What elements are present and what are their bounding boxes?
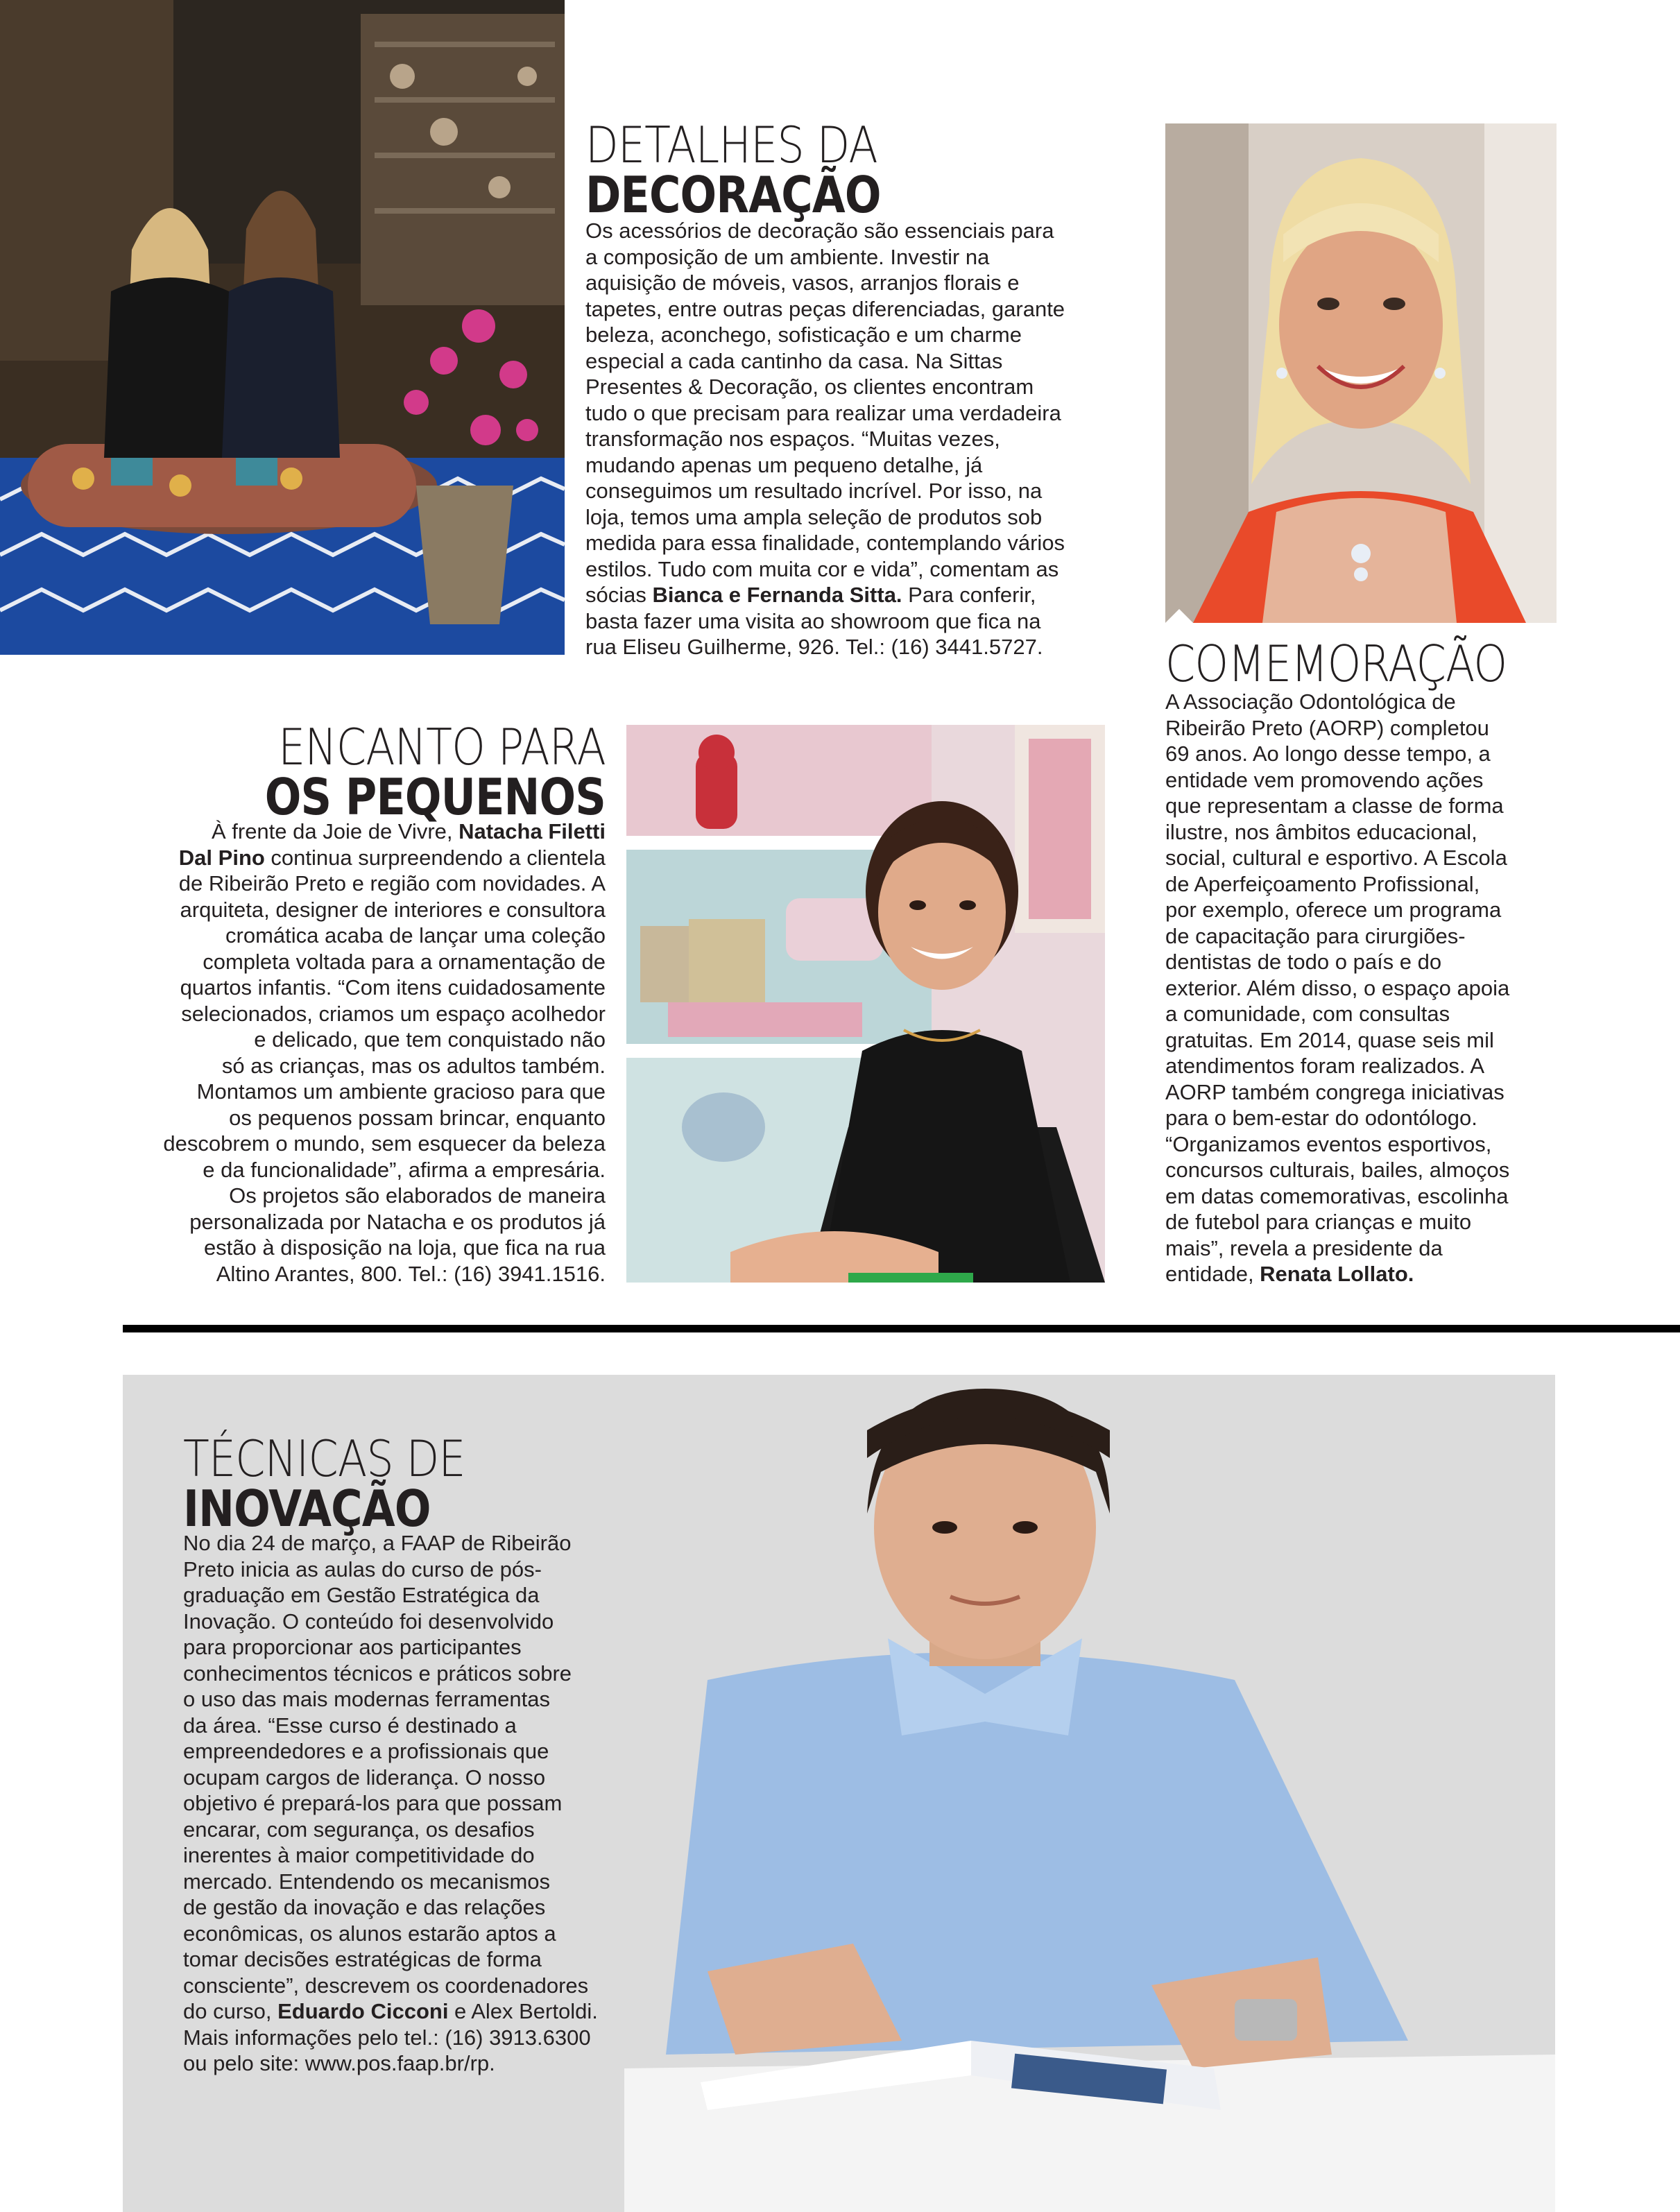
pequenos-body-text: continua surpreendendo a clientela de Ribeirão Preto e região com novidades. A arquiteta, designer de interiores e consultora cromática acaba de lançar uma coleção completa voltada para a ornamentação de quartos infantis. “Com itens cuidadosamente selecionados, criamos um espaço acolhedor e delicado, que tem conquistado não só as crianças, mas os adultos também. Montamos um ambiente gracioso para que os pequenos possam brincar, enquanto descobrem o mundo, sem esquecer da beleza e da funcionalidade”, afirma a empresária. Os projetos são elaborados de maneira personalizada por Natacha e os produtos já estão à disposição na loja, que fica na rua Altino Arantes, 800. Tel.: (16) 3941.1516.	[163, 845, 606, 1286]
inovacao-title-thin: TÉCNICAS DE	[183, 1430, 465, 1488]
decoracao-title-thin: DETALHES DA	[585, 116, 877, 174]
decoracao-body-text: Os acessórios de decoração são essenciais para a composição de um ambiente. Investir na aquisição de móveis, vasos, arranjos florais e tapetes, entre outras peças diferenciadas, garante beleza, aconchego, sofisticação e um charme especial a cada cantinho da casa. Na Sittas Presentes & Decoração, os clientes encontram tudo o que precisam para realizar uma verdadeira transformação nos espaços. “Muitas vezes, mudando apenas um pequeno detalhe, já conseguimos um resultado incrível. Por isso, na loja, temos uma ampla seleção de produtos sob medida para essa finalidade, contemplando vários estilos. Tudo com muita cor e vida”, comentam as sócias	[585, 218, 1065, 607]
pequenos-title	[118, 718, 606, 826]
comemoracao-title-thin: COMEMORAÇÃO	[1165, 635, 1507, 693]
pequenos-title-thin: ENCANTO PARA	[278, 718, 606, 776]
inovacao-body-text: No dia 24 de março, a FAAP de Ribeirão Preto inicia as aulas do curso de pós- graduação em Gestão Estratégica da Inovação. O conteúdo foi desenvolvido para proporcionar aos participantes conhecimentos técnicos e práticos sobre o uso das mais modernas ferramentas da área. “Esse curso é destinado a empreendedores e a profissionais que ocupam cargos de liderança. O nosso objetivo é prepará-los para que possam encarar, com segurança, os desafios inerentes à maior competitividade do mercado. Entendendo os mecanismos de gestão da inovação e das relações econômicas, os alunos estarão aptos a tomar decisões estratégicas de forma consciente”, descrevem os coordenadores do curso,	[183, 1531, 589, 2023]
decoracao-body	[585, 218, 1140, 660]
pequenos-body-text-start: À frente da Joie de Vivre,	[211, 819, 459, 843]
decoracao-title	[585, 116, 1140, 224]
pequenos-body	[92, 818, 606, 1287]
decoracao-title-bold: DECORAÇÃO	[585, 166, 881, 224]
inovacao-body-text-end: e Alex Bertoldi. Mais informações pelo tel.: (16) 3913.6300 ou pelo site: www.pos.faap.br/rp.	[183, 1999, 598, 2075]
pequenos-designer-name: Natacha Filetti Dal Pino	[178, 819, 606, 870]
inovacao-coordinator-name: Eduardo Cicconi	[277, 1999, 449, 2023]
photo-caption-notch	[1165, 609, 1193, 623]
photo-natacha-dal-pino	[626, 725, 1105, 1283]
comemoracao-body-text: A Associação Odontológica de Ribeirão Preto (AORP) completou 69 anos. Ao longo desse tempo, a entidade vem promovendo ações que representam a classe de forma ilustre, nos âmbitos educacional, social, cultural e esportivo. A Escola de Aperfeiçoamento Profissional, por exemplo, oferece um programa de capacitação para cirurgiões- dentistas de todo o país e do exterior. Além disso, o espaço apoia a comunidade, com consultas gratuitas. Em 2014, quase seis mil atendimentos foram realizados. A AORP também congrega iniciativas para o bem-estar do odontólogo. “Organizamos eventos esportivos, concursos culturais, bailes, almoços em datas comemorativas, escolinha de futebol para crianças e muito mais”, revela a presidente da entidade,	[1165, 689, 1510, 1286]
inovacao-title	[183, 1430, 627, 1538]
inovacao-title-bold: INOVAÇÃO	[183, 1480, 431, 1538]
comemoracao-president-name: Renata Lollato.	[1260, 1262, 1414, 1286]
photo-renata-lollato	[1165, 123, 1557, 623]
decoracao-owners-names: Bianca e Fernanda Sitta.	[652, 583, 902, 607]
photo-store-owners	[0, 0, 565, 655]
pequenos-title-bold: OS PEQUENOS	[264, 768, 606, 826]
comemoracao-body	[1165, 689, 1554, 1287]
comemoracao-title	[1165, 635, 1582, 693]
section-divider	[123, 1325, 1680, 1332]
decoracao-body-text-end: Para conferir, basta fazer uma visita ao showroom que fica na rua Eliseu Guilherme, 926. Tel.: (16) 3441.5727.	[585, 583, 1043, 659]
photo-eduardo-cicconi	[624, 1375, 1555, 2212]
inovacao-body	[183, 1530, 641, 2077]
